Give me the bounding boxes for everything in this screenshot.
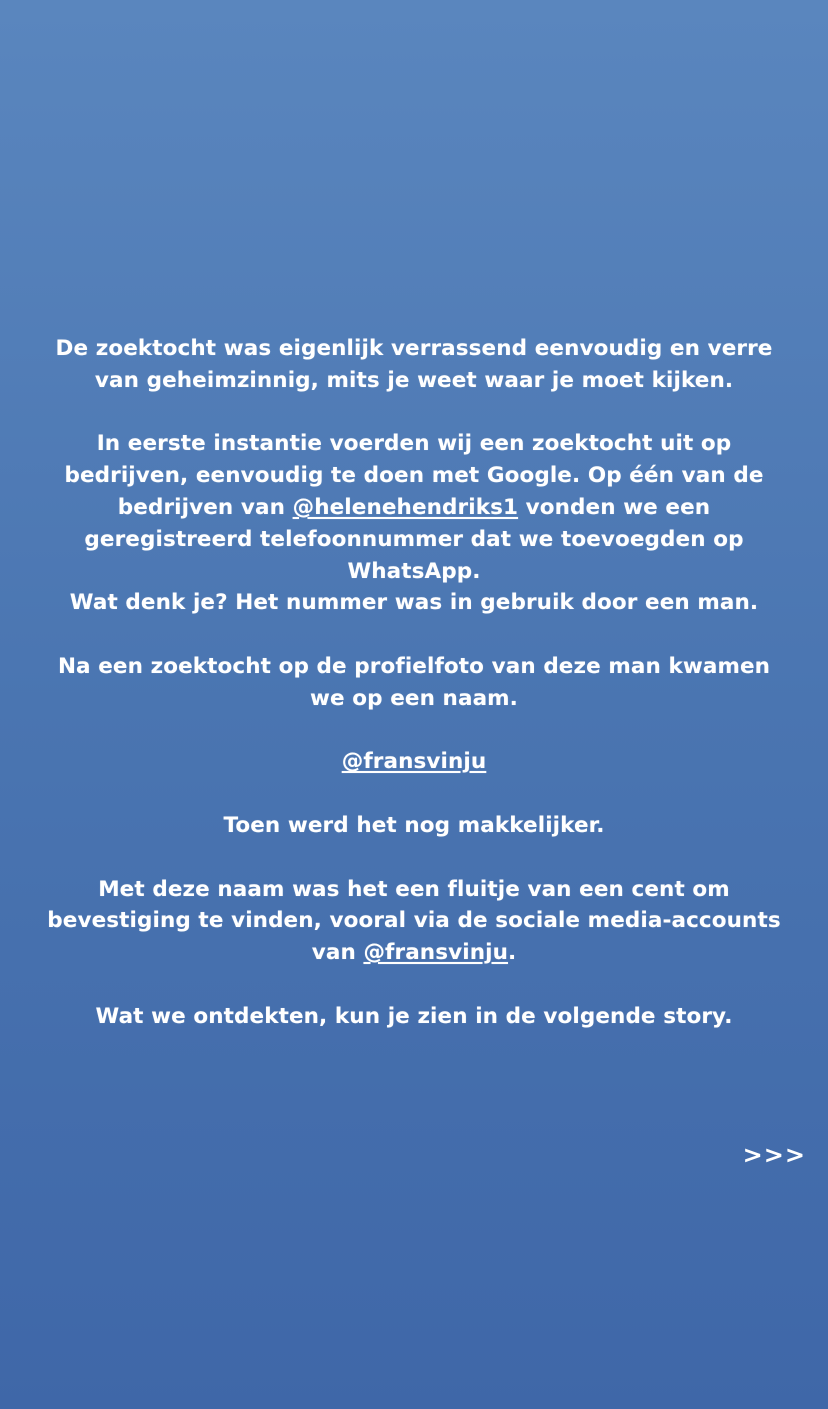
paragraph-easier bbox=[40, 810, 788, 842]
paragraph-search bbox=[40, 428, 788, 619]
paragraph-search-text-a: In eerste instantie voerden wij een zoektocht uit op bedrijven, eenvoudig te doen met Google. Op één van de bedrijven van bbox=[64, 431, 764, 520]
paragraph-intro bbox=[40, 333, 788, 397]
story-text bbox=[40, 333, 788, 1064]
paragraph-next-text: Wat we ontdekten, kun je zien in de volgende story. bbox=[95, 1003, 733, 1029]
paragraph-search-text-c: Wat denk je? Het nummer was in gebruik door een man. bbox=[69, 590, 759, 616]
mention-helenehendriks1[interactable]: @helenehendriks1 bbox=[292, 494, 519, 520]
paragraph-name bbox=[40, 746, 788, 778]
paragraph-confirmation bbox=[40, 874, 788, 969]
paragraph-search-text-b: vonden we een geregistreerd telefoonnummer dat we toevoegden op WhatsApp. bbox=[84, 494, 744, 584]
paragraph-confirmation-text-b: . bbox=[507, 940, 517, 966]
paragraph-next bbox=[40, 1001, 788, 1033]
mention-fransvinju[interactable]: @fransvinju bbox=[341, 749, 487, 775]
mention-fransvinju-2[interactable]: @fransvinju bbox=[363, 940, 508, 966]
paragraph-photo-text: Na een zoektocht op de profielfoto van deze man kwamen we op een naam. bbox=[57, 653, 771, 711]
paragraph-photo bbox=[40, 651, 788, 715]
paragraph-intro-text: De zoektocht was eigenlijk verrassend eenvoudig en verre van geheimzinnig, mits je weet waar je moet kijken. bbox=[55, 336, 773, 393]
paragraph-confirmation-text-a: Met deze naam was het een fluitje van een cent om bevestiging te vinden, vooral via de sociale media-accounts van bbox=[47, 876, 781, 966]
paragraph-easier-text: Toen werd het nog makkelijker. bbox=[223, 812, 605, 838]
next-story-arrow[interactable]: >>> bbox=[742, 1141, 806, 1169]
